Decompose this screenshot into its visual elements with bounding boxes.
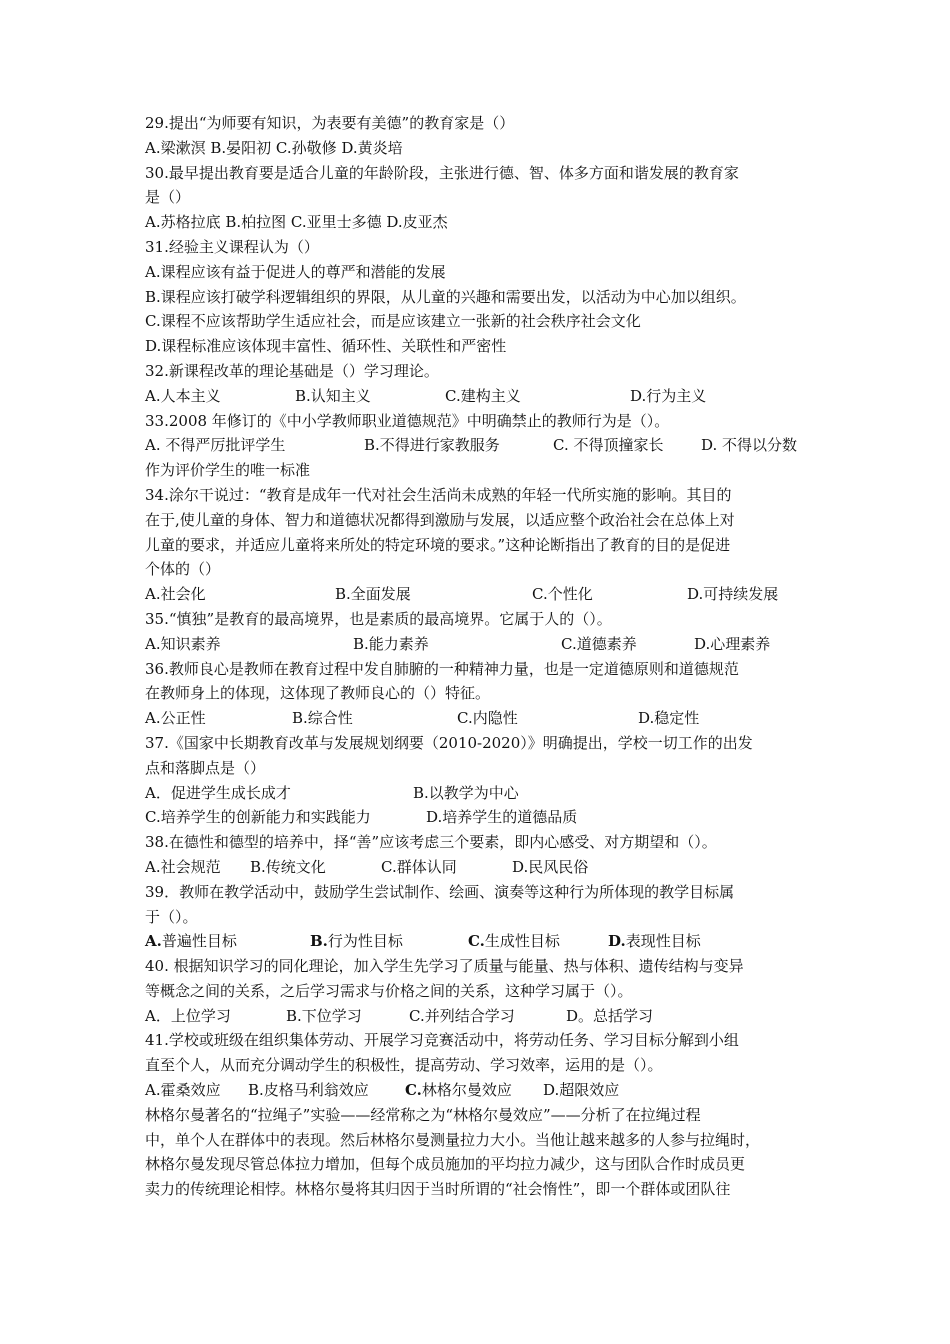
q39-options — [145, 929, 810, 954]
q37-option-a: A．促进学生成长成才 — [145, 783, 291, 802]
q33-option-b: B.不得进行家教服务 — [364, 436, 500, 455]
q39-option-c-text: 生成性目标 — [484, 932, 560, 951]
q39-option-a-text: 普遍性目标 — [161, 932, 237, 951]
q32-option-a: A.人本主义 — [145, 386, 221, 405]
q29-stem: 29.提出“为师要有知识，为表要有美德”的教育家是（） — [145, 114, 515, 132]
q33-option-d: D. 不得以分数 — [701, 436, 798, 455]
q30-stem-line2: 是（） — [145, 188, 191, 207]
explanation-line1: 林格尔曼著名的“拉绳子”实验——经常称之为“林格尔曼效应”——分析了在拉绳过程 — [145, 1105, 701, 1124]
q36-option-c: C.内隐性 — [457, 709, 518, 728]
q34-option-b: B.全面发展 — [335, 585, 411, 604]
q36-stem-line1: 36.教师良心是教师在教育过程中发自肺腑的一种精神力量，也是一定道德原则和道德规范 — [145, 659, 739, 678]
explanation-line2: 中，单个人在群体中的表现。然后林格尔曼测量拉力大小。当他让越来越多的人参与拉绳时， — [145, 1130, 761, 1149]
q36-option-b: B.综合性 — [292, 709, 353, 728]
q41-option-b: B.皮格马利翁效应 — [248, 1081, 369, 1100]
q32-options — [145, 384, 810, 409]
q36-option-a: A.公正性 — [145, 709, 206, 728]
q35-option-c: C.道德素养 — [561, 634, 637, 653]
q34-option-d: D.可持续发展 — [687, 585, 779, 604]
q33-stem: 33.2008 年修订的《中小学教师职业道德规范》中明确禁止的教师行为是（）。 — [145, 411, 670, 430]
q32-option-d: D.行为主义 — [630, 386, 707, 405]
q31-option-c: C.课程不应该帮助学生适应社会，而是应该建立一张新的社会秩序社会文化 — [145, 312, 641, 331]
q34-stem-line4: 个体的（） — [145, 560, 221, 579]
q38-option-c: C.群体认同 — [381, 857, 457, 876]
q33-option-a: A. 不得严厉批评学生 — [145, 436, 286, 455]
q38-stem: 38.在德性和德型的培养中，择“善”应该考虑三个要素，即内心感受、对方期望和（）。 — [145, 833, 717, 852]
q41-options — [145, 1078, 810, 1103]
q35-stem: 35.“慎独”是教育的最高境界，也是素质的最高境界。它属于人的（）。 — [145, 609, 612, 628]
q29-options: A.梁漱溟 B.晏阳初 C.孙敬修 D.黄炎培 — [145, 138, 403, 157]
q39-option-a — [145, 929, 310, 954]
q33-option-c: C. 不得顶撞家长 — [553, 436, 664, 455]
q34-options — [145, 582, 810, 607]
q39-option-c-letter: C. — [468, 932, 485, 951]
q33-option-d-continued: 作为评价学生的唯一标准 — [145, 461, 311, 480]
q37-stem-line1: 37.《国家中长期教育改革与发展规划纲要（2010-2020）》明确提出，学校一切工作的出发 — [145, 733, 753, 752]
q41-option-c-letter: C. — [405, 1081, 422, 1100]
q41-option-c — [405, 1078, 543, 1103]
q41-option-c-text: 林格尔曼效应 — [421, 1081, 512, 1100]
q37-option-c: C.培养学生的创新能力和实践能力 — [145, 808, 371, 827]
q35-option-b: B.能力素养 — [353, 634, 429, 653]
q39-option-b-letter: B. — [310, 932, 328, 951]
q34-option-c: C.个性化 — [532, 585, 593, 604]
q40-option-c: C.并列结合学习 — [409, 1006, 515, 1025]
q39-stem-line1: 39．教师在教学活动中，鼓励学生尝试制作、绘画、演奏等这种行为所体现的教学目标属 — [145, 882, 735, 901]
q36-option-d: D.稳定性 — [638, 709, 700, 728]
q41-stem-line2: 直至个人，从而充分调动学生的积极性，提高劳动、学习效率，运用的是（）。 — [145, 1056, 663, 1075]
q32-option-b: B.认知主义 — [295, 386, 371, 405]
q39-option-c — [468, 929, 608, 954]
q34-option-a: A.社会化 — [145, 585, 206, 604]
q38-option-b: B.传统文化 — [250, 857, 326, 876]
q37-stem-line2: 点和落脚点是（） — [145, 758, 266, 777]
q35-option-a: A.知识素养 — [145, 634, 221, 653]
q39-option-b-text: 行为性目标 — [327, 932, 403, 951]
q39-option-b — [310, 929, 468, 954]
q36-options — [145, 706, 810, 731]
q37-option-d: D.培养学生的道德品质 — [426, 808, 578, 827]
q33-options — [145, 433, 810, 458]
q34-stem-line3: 儿童的要求，并适应儿童将来所处的特定环境的要求。”这种论断指出了教育的目的是促进 — [145, 535, 731, 554]
q40-stem-line1: 40. 根据知识学习的同化理论，加入学生先学习了质量与能量、热与体积、遗传结构与变异 — [145, 957, 744, 976]
q34-stem-line1: 34.涂尔干说过：“教育是成年一代对社会生活尚未成熟的年轻一代所实施的影响。其目的 — [145, 485, 732, 504]
q39-option-d-text: 表现性目标 — [625, 932, 701, 951]
q37-option-b: B.以教学为中心 — [413, 783, 519, 802]
q37-options-row2 — [145, 805, 810, 830]
explanation-line4: 卖力的传统理论相悖。林格尔曼将其归因于当时所谓的“社会惰性”，即一个群体或团队往 — [145, 1180, 731, 1199]
q39-stem-line2: 于（）。 — [145, 907, 198, 926]
document-page — [145, 111, 810, 1202]
q31-option-d: D.课程标准应该体现丰富性、循环性、关联性和严密性 — [145, 337, 507, 356]
q32-option-c: C.建构主义 — [445, 386, 521, 405]
q35-option-d: D.心理素养 — [694, 634, 771, 653]
q32-stem: 32.新课程改革的理论基础是（）学习理论。 — [145, 361, 439, 380]
q38-option-a: A.社会规范 — [145, 857, 221, 876]
q40-option-b: B.下位学习 — [286, 1006, 362, 1025]
q39-option-d — [608, 929, 701, 954]
q40-options — [145, 1004, 810, 1029]
q31-option-a: A.课程应该有益于促进人的尊严和潜能的发展 — [145, 262, 446, 281]
q30-stem-line1: 30.最早提出教育要是适合儿童的年龄阶段，主张进行德、智、体多方面和谐发展的教育家 — [145, 163, 739, 182]
q41-option-a: A.霍桑效应 — [145, 1081, 221, 1100]
q37-options-row1 — [145, 781, 810, 806]
q36-stem-line2: 在教师身上的体现，这体现了教师良心的（）特征。 — [145, 684, 491, 703]
q35-options — [145, 632, 810, 657]
q39-option-a-letter: A. — [145, 932, 162, 951]
q38-option-d: D.民风民俗 — [512, 857, 589, 876]
q34-stem-line2: 在于,使儿童的身体、智力和道德状况都得到激励与发展，以适应整个政治社会在总体上对 — [145, 510, 735, 529]
q40-option-d: D。总括学习 — [566, 1006, 654, 1025]
q31-stem: 31.经验主义课程认为（） — [145, 237, 319, 256]
q41-option-d: D.超限效应 — [543, 1081, 620, 1100]
q39-option-d-letter: D. — [608, 932, 626, 951]
q30-options: A.苏格拉底 B.柏拉图 C.亚里士多德 D.皮亚杰 — [145, 213, 448, 232]
q41-stem-line1: 41.学校或班级在组织集体劳动、开展学习竞赛活动中，将劳动任务、学习目标分解到小组 — [145, 1031, 739, 1050]
q31-option-b: B.课程应该打破学科逻辑组织的界限，从儿童的兴趣和需要出发，以活动为中心加以组织。 — [145, 287, 746, 306]
q40-stem-line2: 等概念之间的关系，之后学习需求与价格之间的关系，这种学习属于（）。 — [145, 981, 633, 1000]
q38-options — [145, 855, 810, 880]
explanation-line3: 林格尔曼发现尽管总体拉力增加，但每个成员施加的平均拉力减少，这与团队合作时成员更 — [145, 1155, 746, 1174]
q40-option-a: A．上位学习 — [145, 1006, 231, 1025]
